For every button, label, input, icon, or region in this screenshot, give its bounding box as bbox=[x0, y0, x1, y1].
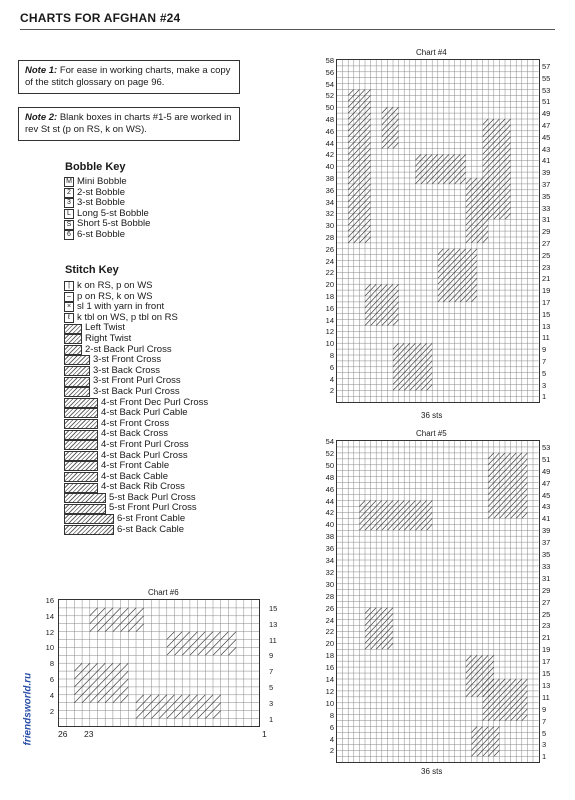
row-number: 29 bbox=[542, 227, 551, 237]
chart-4-title: Chart #4 bbox=[416, 48, 447, 57]
row-number: 8 bbox=[49, 659, 54, 669]
row-number: 13 bbox=[542, 680, 551, 690]
chart-6-col-label-mid: 23 bbox=[84, 729, 94, 739]
row-number: 14 bbox=[45, 611, 54, 621]
bobble-symbol-icon: 3 bbox=[64, 198, 74, 208]
stitch-symbol-icon bbox=[64, 504, 106, 514]
stitch-symbol-icon bbox=[64, 451, 98, 461]
row-number: 55 bbox=[542, 73, 551, 83]
row-number: 43 bbox=[542, 502, 551, 512]
row-number: 16 bbox=[325, 663, 334, 673]
stitch-key-label: 4-st Back Purl Cross bbox=[101, 449, 188, 461]
row-number: 16 bbox=[45, 596, 54, 605]
stitch-symbol-icon bbox=[64, 430, 98, 440]
bobble-key-label: 6-st Bobble bbox=[77, 228, 126, 240]
row-number: 30 bbox=[325, 221, 334, 231]
stitch-key-label: Right Twist bbox=[85, 332, 132, 344]
row-number: 9 bbox=[269, 651, 274, 661]
chart-5-grid bbox=[336, 440, 540, 763]
watermark: friendsworld.ru bbox=[22, 672, 34, 746]
row-number: 14 bbox=[325, 675, 334, 684]
row-number: 23 bbox=[542, 262, 551, 272]
row-number: 20 bbox=[325, 280, 334, 290]
grid4-svg bbox=[337, 60, 539, 402]
row-number: 46 bbox=[325, 126, 334, 136]
row-number: 13 bbox=[269, 619, 278, 629]
row-number: 39 bbox=[542, 168, 551, 178]
stitch-symbol-icon bbox=[64, 355, 90, 365]
row-number: 8 bbox=[329, 351, 334, 360]
row-number: 21 bbox=[542, 633, 551, 643]
row-number: 9 bbox=[542, 704, 547, 714]
row-number: 12 bbox=[325, 686, 334, 696]
row-number: 1 bbox=[269, 714, 274, 724]
row-number: 19 bbox=[542, 645, 551, 655]
row-number: 45 bbox=[542, 490, 551, 500]
chart-6-col-label-start: 26 bbox=[58, 729, 68, 739]
row-number: 53 bbox=[542, 442, 551, 452]
stitch-key-item bbox=[64, 387, 208, 398]
row-number: 51 bbox=[542, 97, 551, 107]
row-number: 52 bbox=[325, 448, 334, 458]
stitch-key-label: p on RS, k on WS bbox=[77, 290, 153, 302]
row-number: 47 bbox=[542, 478, 551, 488]
row-number: 30 bbox=[325, 579, 334, 589]
bobble-key-title: Bobble Key bbox=[65, 161, 126, 173]
stitch-key-label: 3-st Front Cross bbox=[93, 354, 162, 366]
row-number: 6 bbox=[49, 675, 54, 684]
stitch-key-label: 4-st Back Cross bbox=[101, 428, 169, 440]
stitch-symbol-icon: – bbox=[64, 292, 74, 302]
stitch-symbol-icon bbox=[64, 324, 82, 334]
row-number: 18 bbox=[325, 651, 334, 661]
row-number: 25 bbox=[542, 609, 551, 619]
stitch-key-label: 5-st Back Purl Cross bbox=[109, 491, 196, 503]
stitch-key-label: 4-st Front Cross bbox=[101, 417, 170, 429]
row-number: 40 bbox=[325, 162, 334, 172]
row-number: 22 bbox=[325, 627, 334, 637]
row-number: 46 bbox=[325, 484, 334, 494]
cable-stitch-mark bbox=[488, 453, 527, 518]
row-number: 9 bbox=[542, 345, 547, 355]
row-number: 5 bbox=[542, 368, 547, 378]
row-number: 13 bbox=[542, 321, 551, 331]
bobble-key-label: Short 5-st Bobble bbox=[77, 218, 151, 230]
row-number: 33 bbox=[542, 203, 551, 213]
row-number: 36 bbox=[325, 544, 334, 554]
stitch-symbol-icon bbox=[64, 472, 98, 482]
row-number: 24 bbox=[325, 615, 334, 625]
stitch-key-label: 2-st Back Purl Cross bbox=[85, 343, 172, 355]
stitch-key-label: 3-st Back Purl Cross bbox=[93, 385, 180, 397]
stitch-symbol-icon bbox=[64, 366, 90, 376]
grid-lines bbox=[337, 441, 539, 762]
bobble-key-item bbox=[64, 177, 150, 188]
chart-6-title: Chart #6 bbox=[148, 588, 179, 597]
row-number: 44 bbox=[325, 138, 334, 148]
cable-stitch-mark bbox=[365, 608, 393, 650]
stitch-key-title: Stitch Key bbox=[65, 264, 119, 276]
stitch-symbol-icon: ℓ bbox=[64, 313, 74, 323]
row-number: 17 bbox=[542, 657, 551, 667]
note-2 bbox=[18, 107, 240, 141]
row-number: 54 bbox=[325, 437, 334, 446]
row-number: 27 bbox=[542, 238, 551, 248]
row-number: 11 bbox=[542, 692, 550, 702]
bobble-symbol-icon: S bbox=[64, 220, 74, 230]
row-number: 58 bbox=[325, 56, 334, 65]
row-number: 51 bbox=[542, 454, 551, 464]
row-number: 3 bbox=[269, 698, 274, 708]
stitch-symbol-icon: | bbox=[64, 281, 74, 291]
row-number: 53 bbox=[542, 85, 551, 95]
chart-4-grid bbox=[336, 59, 540, 403]
row-number: 4 bbox=[329, 734, 334, 744]
chart-5-stitch-count: 36 sts bbox=[421, 767, 443, 776]
stitch-key-label: 4-st Front Cable bbox=[101, 460, 170, 472]
row-number: 4 bbox=[49, 690, 54, 700]
row-number: 48 bbox=[325, 115, 334, 124]
row-number: 26 bbox=[325, 603, 334, 613]
note-1-text: For ease in working charts, make a copy of the stitch glossary on page 96. bbox=[25, 65, 231, 88]
row-number: 10 bbox=[45, 643, 54, 653]
row-number: 37 bbox=[542, 179, 551, 189]
grid6-svg bbox=[59, 600, 259, 726]
bobble-symbol-icon: L bbox=[64, 209, 74, 219]
stitch-symbol-icon bbox=[64, 493, 106, 503]
row-number: 5 bbox=[269, 682, 274, 692]
row-number: 41 bbox=[542, 156, 551, 166]
row-number: 1 bbox=[542, 752, 547, 762]
cable-stitch-mark bbox=[167, 632, 236, 656]
row-number: 4 bbox=[329, 374, 334, 384]
stitch-key-label: 4-st Front Dec Purl Cross bbox=[101, 396, 209, 408]
cable-stitch-mark bbox=[90, 608, 144, 632]
row-number: 10 bbox=[325, 339, 334, 349]
stitch-key-label: 6-st Back Cable bbox=[117, 523, 185, 535]
stitch-key-label: k on RS, p on WS bbox=[77, 280, 153, 291]
row-number: 20 bbox=[325, 639, 334, 649]
row-number: 5 bbox=[542, 728, 547, 738]
cable-stitch-mark bbox=[415, 154, 465, 184]
row-number: 56 bbox=[325, 67, 334, 77]
bobble-symbol-icon: 6 bbox=[64, 230, 74, 240]
row-number: 49 bbox=[542, 466, 551, 476]
row-number: 2 bbox=[329, 746, 334, 756]
row-number: 29 bbox=[542, 585, 551, 595]
row-number: 3 bbox=[542, 740, 547, 750]
row-number: 10 bbox=[325, 698, 334, 708]
row-number: 36 bbox=[325, 185, 334, 195]
bobble-key-item bbox=[64, 230, 150, 241]
cable-stitch-mark bbox=[483, 119, 511, 219]
bobble-key-label: Mini Bobble bbox=[77, 176, 127, 187]
row-number: 49 bbox=[542, 109, 551, 119]
row-number: 16 bbox=[325, 303, 334, 313]
stitch-symbol-icon bbox=[64, 461, 98, 471]
stitch-key-item bbox=[64, 281, 208, 292]
row-number: 32 bbox=[325, 567, 334, 577]
row-number: 3 bbox=[542, 380, 547, 390]
row-number: 35 bbox=[542, 191, 551, 201]
stitch-symbol-icon bbox=[64, 398, 98, 408]
stitch-key-label: 6-st Front Cable bbox=[117, 513, 186, 525]
row-number: 34 bbox=[325, 197, 334, 207]
row-number: 40 bbox=[325, 520, 334, 530]
bobble-symbol-icon: M bbox=[64, 177, 74, 187]
row-number: 12 bbox=[325, 327, 334, 337]
chart-6-grid bbox=[58, 599, 260, 727]
note-1 bbox=[18, 60, 240, 94]
chart-5-title: Chart #5 bbox=[416, 429, 447, 438]
row-number: 15 bbox=[542, 669, 551, 679]
cable-stitch-mark bbox=[74, 663, 128, 703]
row-number: 18 bbox=[325, 292, 334, 301]
stitch-key-label: sl 1 with yarn in front bbox=[77, 301, 165, 313]
stitch-key-label: 3-st Back Cross bbox=[93, 364, 161, 376]
row-number: 7 bbox=[269, 667, 274, 677]
row-number: 17 bbox=[542, 297, 551, 307]
cable-stitch-mark bbox=[466, 655, 494, 697]
stitch-key-list bbox=[64, 281, 208, 535]
row-number: 12 bbox=[45, 627, 54, 637]
chart-6-col-label-end: 1 bbox=[262, 729, 267, 739]
stitch-symbol-icon bbox=[64, 525, 114, 535]
row-number: 54 bbox=[325, 79, 334, 89]
row-number: 31 bbox=[542, 573, 551, 583]
row-number: 48 bbox=[325, 472, 334, 482]
row-number: 21 bbox=[542, 274, 551, 284]
stitch-key-item bbox=[64, 525, 208, 536]
row-number: 34 bbox=[325, 556, 334, 565]
stitch-key-label: 4-st Back Purl Cable bbox=[101, 407, 188, 419]
row-number: 6 bbox=[329, 362, 334, 372]
row-number: 39 bbox=[542, 526, 551, 536]
stitch-key-item bbox=[64, 440, 208, 451]
note-2-text: Blank boxes in charts #1-5 are worked in rev St st (p on RS, k on WS). bbox=[25, 112, 232, 135]
row-number: 38 bbox=[325, 532, 334, 542]
stitch-key-label: Left Twist bbox=[85, 322, 125, 334]
row-number: 35 bbox=[542, 550, 551, 560]
grid-lines bbox=[59, 600, 259, 726]
chart-4-stitch-count: 36 sts bbox=[421, 411, 443, 420]
stitch-symbol-icon bbox=[64, 377, 90, 387]
bobble-key-label: 3-st Bobble bbox=[77, 197, 126, 209]
stitch-symbol-icon bbox=[64, 408, 98, 418]
stitch-key-label: 4-st Back Cable bbox=[101, 470, 169, 482]
row-number: 42 bbox=[325, 150, 334, 160]
stitch-key-label: 5-st Front Purl Cross bbox=[109, 502, 197, 514]
row-number: 7 bbox=[542, 716, 547, 726]
stitch-symbol-icon bbox=[64, 514, 114, 524]
row-number: 33 bbox=[542, 561, 551, 571]
row-number: 26 bbox=[325, 244, 334, 254]
note-2-label: Note 2: bbox=[25, 112, 58, 123]
cable-stitch-mark bbox=[471, 727, 499, 757]
row-number: 14 bbox=[325, 315, 334, 325]
cable-stitch-mark bbox=[438, 249, 477, 302]
row-number: 31 bbox=[542, 215, 551, 225]
bobble-symbol-icon: 2 bbox=[64, 188, 74, 198]
stitch-symbol-icon: × bbox=[64, 302, 74, 312]
row-number: 8 bbox=[329, 710, 334, 720]
row-number: 37 bbox=[542, 538, 551, 548]
row-number: 11 bbox=[269, 635, 277, 645]
row-number: 1 bbox=[542, 392, 547, 402]
row-number: 6 bbox=[329, 722, 334, 732]
stitch-symbol-icon bbox=[64, 345, 82, 355]
row-number: 25 bbox=[542, 250, 551, 260]
title-divider bbox=[20, 29, 555, 30]
bobble-key-label: Long 5-st Bobble bbox=[77, 207, 149, 219]
row-number: 2 bbox=[329, 386, 334, 396]
stitch-key-label: 4-st Front Purl Cross bbox=[101, 438, 189, 450]
row-number: 47 bbox=[542, 120, 551, 130]
stitch-symbol-icon bbox=[64, 387, 90, 397]
stitch-symbol-icon bbox=[64, 334, 82, 344]
stitch-symbol-icon bbox=[64, 419, 98, 429]
row-number: 15 bbox=[269, 603, 278, 613]
row-number: 32 bbox=[325, 209, 334, 219]
row-number: 52 bbox=[325, 91, 334, 101]
stitch-symbol-icon bbox=[64, 440, 98, 450]
row-number: 27 bbox=[542, 597, 551, 607]
grid-lines bbox=[337, 60, 539, 402]
row-number: 38 bbox=[325, 174, 334, 183]
note-1-label: Note 1: bbox=[25, 65, 58, 76]
row-number: 42 bbox=[325, 508, 334, 518]
cable-stitch-mark bbox=[359, 501, 432, 531]
row-number: 7 bbox=[542, 356, 547, 366]
row-number: 28 bbox=[325, 233, 334, 242]
row-number: 45 bbox=[542, 132, 551, 142]
row-number: 44 bbox=[325, 496, 334, 506]
row-number: 28 bbox=[325, 591, 334, 601]
row-number: 23 bbox=[542, 621, 551, 631]
row-number: 2 bbox=[49, 706, 54, 716]
row-number: 11 bbox=[542, 333, 550, 343]
stitch-key-label: 4-st Back Rib Cross bbox=[101, 481, 185, 493]
row-number: 57 bbox=[542, 61, 551, 71]
stitch-symbol-icon bbox=[64, 483, 98, 493]
cable-stitch-mark bbox=[136, 695, 221, 719]
bobble-key-list bbox=[64, 177, 150, 241]
row-number: 50 bbox=[325, 460, 334, 470]
row-number: 22 bbox=[325, 268, 334, 278]
row-number: 24 bbox=[325, 256, 334, 266]
cable-stitch-mark bbox=[382, 107, 399, 148]
bobble-key-label: 2-st Bobble bbox=[77, 186, 126, 198]
row-number: 15 bbox=[542, 309, 551, 319]
stitch-key-item bbox=[64, 334, 208, 345]
page-title: CHARTS FOR AFGHAN #24 bbox=[20, 11, 181, 25]
grid5-svg bbox=[337, 441, 539, 762]
row-number: 19 bbox=[542, 286, 551, 296]
row-number: 43 bbox=[542, 144, 551, 154]
row-number: 41 bbox=[542, 514, 551, 524]
stitch-key-label: 3-st Front Purl Cross bbox=[93, 375, 181, 387]
row-number: 50 bbox=[325, 103, 334, 113]
stitch-key-label: k tbl on WS, p tbl on RS bbox=[77, 311, 178, 323]
